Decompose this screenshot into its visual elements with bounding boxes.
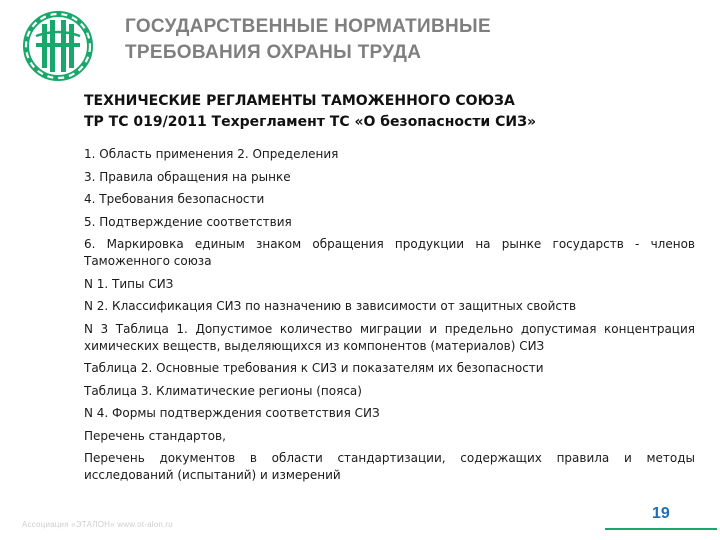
page-number: 19	[652, 505, 670, 522]
list-item: Таблица 3. Климатические регионы (пояса)	[84, 383, 362, 398]
section-subtitle	[84, 91, 684, 133]
list-item: N 2. Классификация СИЗ по назначению в зависимости от защитных свойств	[84, 299, 577, 313]
footer-organization: Ассоциация «ЭТАЛОН» www.ot-alon.ru	[22, 520, 173, 529]
list-item: 4. Требования безопасности	[84, 192, 265, 206]
list-item: 3. Правила обращения на рынке	[84, 169, 291, 184]
list-item: Перечень документов в области стандартизации, содержащих правила и методы исследований (испытаний) и измерений	[84, 451, 695, 482]
subtitle-line-1: ТЕХНИЧЕСКИЕ РЕГЛАМЕНТЫ ТАМОЖЕННОГО СОЮЗА	[84, 93, 515, 109]
list-item: 1. Область применения 2. Определения	[84, 147, 339, 161]
etalon-logo-icon	[22, 10, 94, 82]
list-item: N 4. Формы подтверждения соответствия СИЗ	[84, 406, 380, 420]
list-item: Перечень стандартов,	[84, 428, 226, 443]
footer-divider	[605, 528, 717, 530]
list-item: N 3 Таблица 1. Допустимое количество миграции и предельно допустимая концентрация химических веществ, выделяющихся из компонентов (материалов) СИЗ	[84, 321, 695, 353]
list-item: Таблица 2. Основные требования к СИЗ и показателям их безопасности	[84, 361, 544, 375]
page-title	[125, 14, 491, 66]
list-item: N 1. Типы СИЗ	[84, 276, 174, 291]
list-item: 5. Подтверждение соответствия	[84, 214, 292, 229]
page-title-line-1: ГОСУДАРСТВЕННЫЕ НОРМАТИВНЫЕ	[125, 16, 491, 37]
subtitle-line-2: ТР ТС 019/2011 Техрегламент ТС «О безопасности СИЗ»	[84, 114, 537, 130]
content-list	[84, 146, 695, 490]
page-title-line-2: ТРЕБОВАНИЯ ОХРАНЫ ТРУДА	[125, 42, 422, 63]
list-item: 6. Маркировка единым знаком обращения продукции на рынке государств - членов Таможенного союза	[84, 237, 695, 268]
